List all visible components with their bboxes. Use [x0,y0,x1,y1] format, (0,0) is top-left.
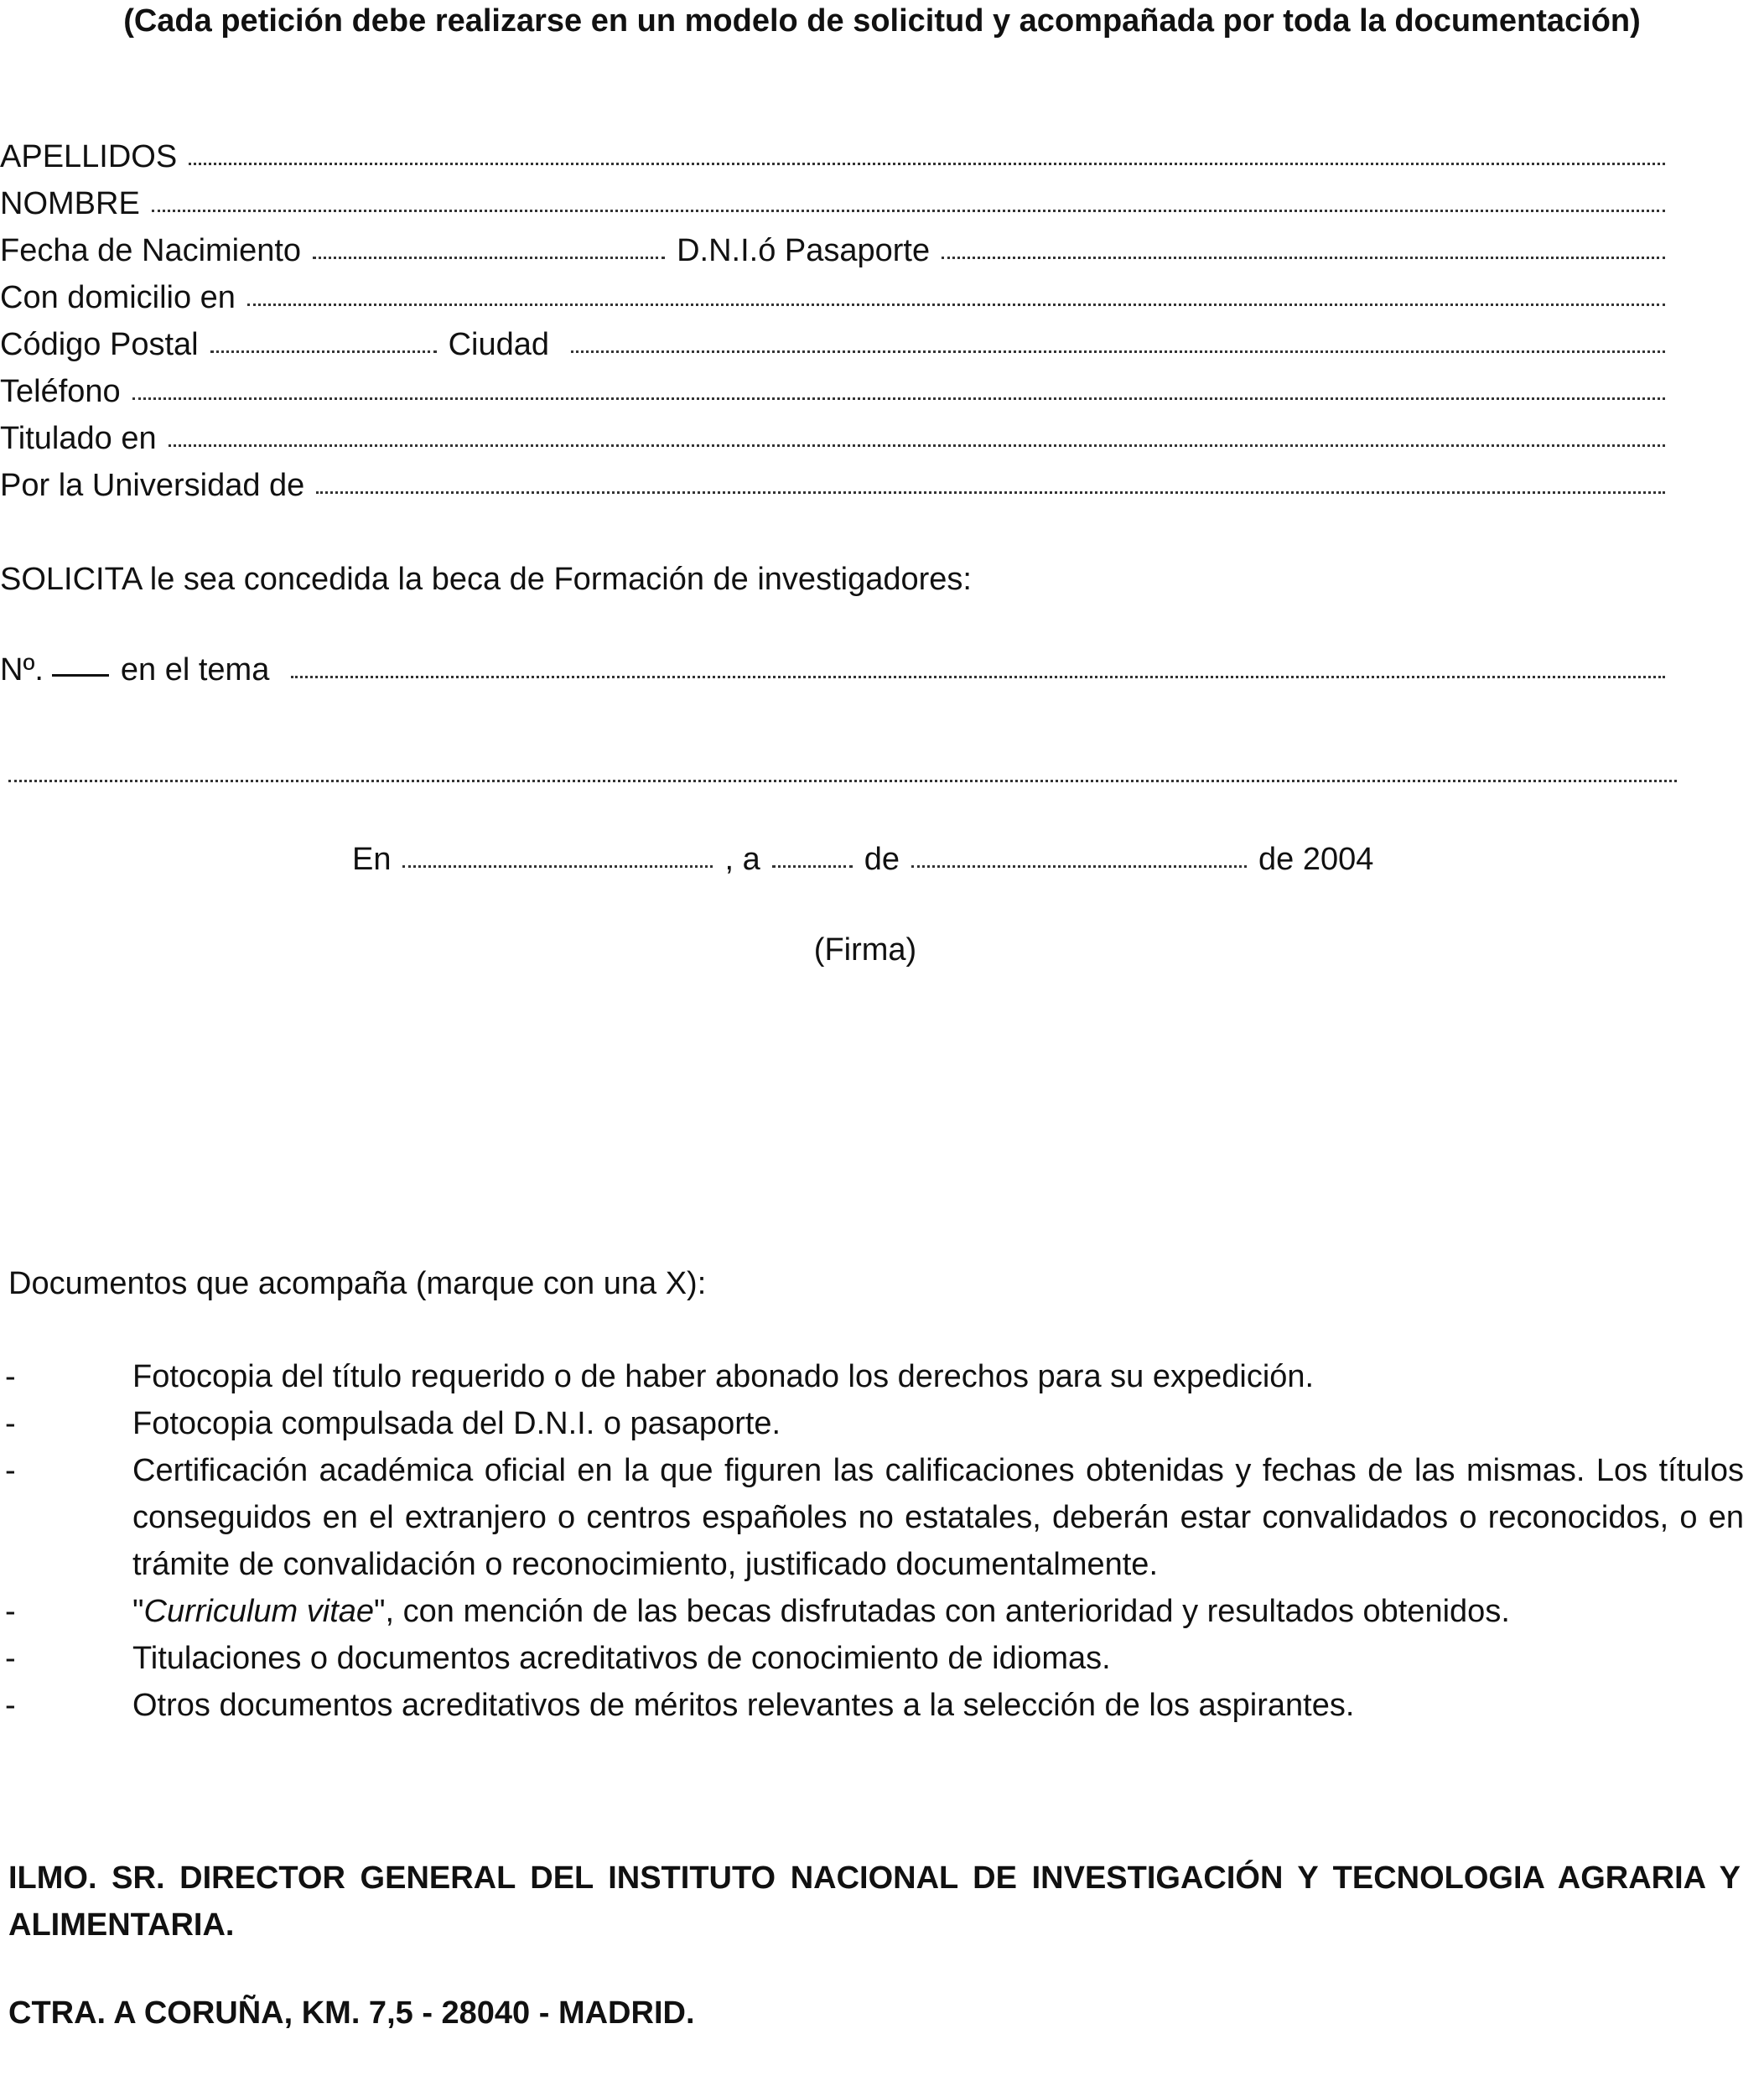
label-en: En [352,842,392,877]
field-domicilio[interactable] [0,280,1677,322]
list-item[interactable]: - Fotocopia compulsada del D.N.I. o pasaporte. [5,1406,781,1441]
field-numero-tema[interactable] [0,652,1677,694]
input-codigo-postal[interactable] [210,350,437,353]
input-telefono[interactable] [132,397,1665,400]
field-nombre[interactable] [0,186,1677,228]
label-apellidos: APELLIDOS [0,139,178,174]
label-nombre: NOMBRE [0,186,140,221]
field-cp-ciudad[interactable] [0,327,1677,369]
documents-list [0,1353,1744,1729]
address: CTRA. A CORUÑA, KM. 7,5 - 28040 - MADRID. [8,1995,695,2031]
input-ciudad[interactable] [571,350,1665,353]
label-dni: D.N.I.ó Pasaporte [677,233,931,268]
input-tema-continuation[interactable] [8,780,1677,782]
field-fecha-dni[interactable] [0,233,1677,275]
field-universidad[interactable] [0,468,1677,510]
label-tema: en el tema [120,652,270,688]
date-line[interactable] [352,842,1383,884]
input-domicilio[interactable] [247,304,1665,306]
input-lugar[interactable] [402,865,713,868]
list-item[interactable]: - Otros documentos acreditativos de méritos relevantes a la selección de los aspirantes. [5,1688,1355,1723]
input-fecha-nacimiento[interactable] [313,257,665,259]
list-item[interactable]: - Fotocopia del título requerido o de haber abonado los derechos para su expedición. [5,1359,1315,1394]
input-dia[interactable] [772,865,853,868]
list-item[interactable]: - Titulaciones o documentos acreditativos de conocimiento de idiomas. [5,1641,1111,1676]
list-item[interactable]: - "Curriculum vitae", con mención de las becas disfrutadas con anterioridad y resultados obtenidos. [5,1594,1510,1629]
list-item[interactable]: - Certificación académica oficial en la que figuren las calificaciones obtenidas y fechas de las mismas. Los títulos conseguidos en el extranjero o centros españoles no estatales, deberán estar convalidados o reconocidos, o en trámite de convalidación o reconocimiento, justificado documentalmente. [5,1453,1744,1582]
documents-title: Documentos que acompaña (marque con una X): [8,1266,707,1301]
label-de-year: de 2004 [1258,842,1374,877]
input-dni[interactable] [942,257,1665,259]
field-apellidos[interactable] [0,139,1677,181]
label-titulado: Titulado en [0,421,157,456]
label-codigo-postal: Código Postal [0,327,199,362]
label-de: de [864,842,900,877]
input-mes[interactable] [911,865,1247,868]
field-titulado[interactable] [0,421,1677,463]
label-universidad: Por la Universidad de [0,468,305,503]
header-note: (Cada petición debe realizarse en un modelo de solicitud y acompañada por toda la documentación) [123,3,1641,39]
signature-label: (Firma) [813,932,917,968]
addressee: ILMO. SR. DIRECTOR GENERAL DEL INSTITUTO NACIONAL DE INVESTIGACIÓN Y TECNOLOGIA AGRARIA Y ALIMENTARIA. [8,1860,1741,1943]
label-telefono: Teléfono [0,374,121,409]
input-apellidos[interactable] [189,163,1665,165]
field-telefono[interactable] [0,374,1677,416]
input-nombre[interactable] [152,210,1665,212]
label-numero: Nº. [0,652,44,688]
solicita-statement: SOLICITA le sea concedida la beca de Formación de investigadores: [0,562,972,597]
input-tema[interactable] [291,676,1665,678]
input-titulado[interactable] [169,444,1665,447]
input-universidad[interactable] [316,491,1665,494]
label-a: , a [724,842,760,877]
label-ciudad: Ciudad [448,327,550,362]
label-fecha-nacimiento: Fecha de Nacimiento [0,233,302,268]
label-domicilio: Con domicilio en [0,280,236,315]
input-numero[interactable] [52,674,109,677]
